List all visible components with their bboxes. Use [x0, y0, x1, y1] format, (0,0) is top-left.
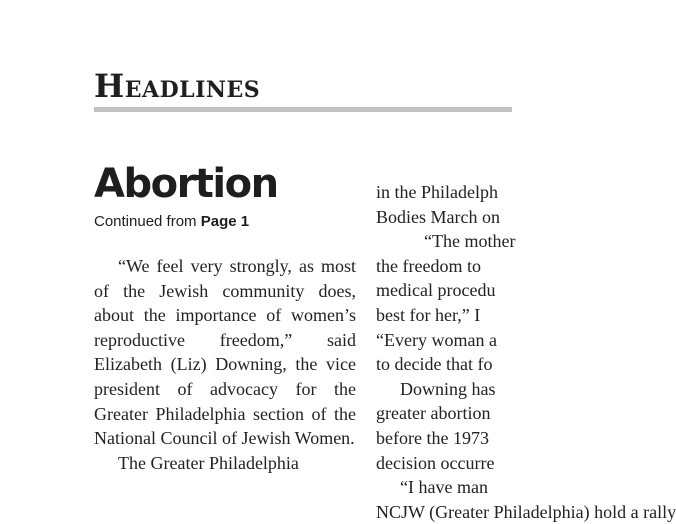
paragraph-1: “We feel very strongly, as most of the Jewish community does, about the importance of women’s reproductive freedom,” said Elizabeth (Liz) Downing, the vice president of advocacy for the Greater Philadelphia section of the National Council of Jewish Women.	[94, 256, 356, 449]
right-line: the freedom to	[376, 255, 481, 276]
right-line: greater abortion	[376, 403, 491, 424]
section-divider	[94, 107, 512, 112]
article-body-left	[94, 254, 356, 475]
continued-from-line	[94, 212, 356, 232]
right-line: “I have man	[400, 477, 488, 498]
article-left-column	[94, 160, 356, 473]
article-headline: Abortion	[94, 161, 278, 207]
right-line: to decide that fo	[376, 354, 493, 375]
paragraph-2: The Greater Philadelphia	[118, 452, 299, 473]
right-line: Bodies March on	[376, 206, 500, 227]
right-line: in the Philadelph	[376, 182, 498, 202]
article-right-column	[376, 180, 676, 524]
right-line: before the 1973	[376, 427, 489, 448]
right-line: “Every woman a	[376, 329, 497, 350]
right-line: best for her,” I	[376, 304, 481, 325]
right-line: decision occurre	[376, 452, 495, 473]
continued-page-link[interactable]: Page 1	[200, 213, 250, 230]
right-line: medical procedu	[376, 280, 496, 301]
right-line: NCJW (Greater Philadelphia) hold a rally	[376, 501, 676, 522]
right-line: Downing has	[400, 378, 496, 399]
continued-prefix: Continued from	[94, 213, 201, 230]
section-title: Headlines	[94, 67, 261, 105]
right-line: “The mother	[424, 231, 516, 252]
